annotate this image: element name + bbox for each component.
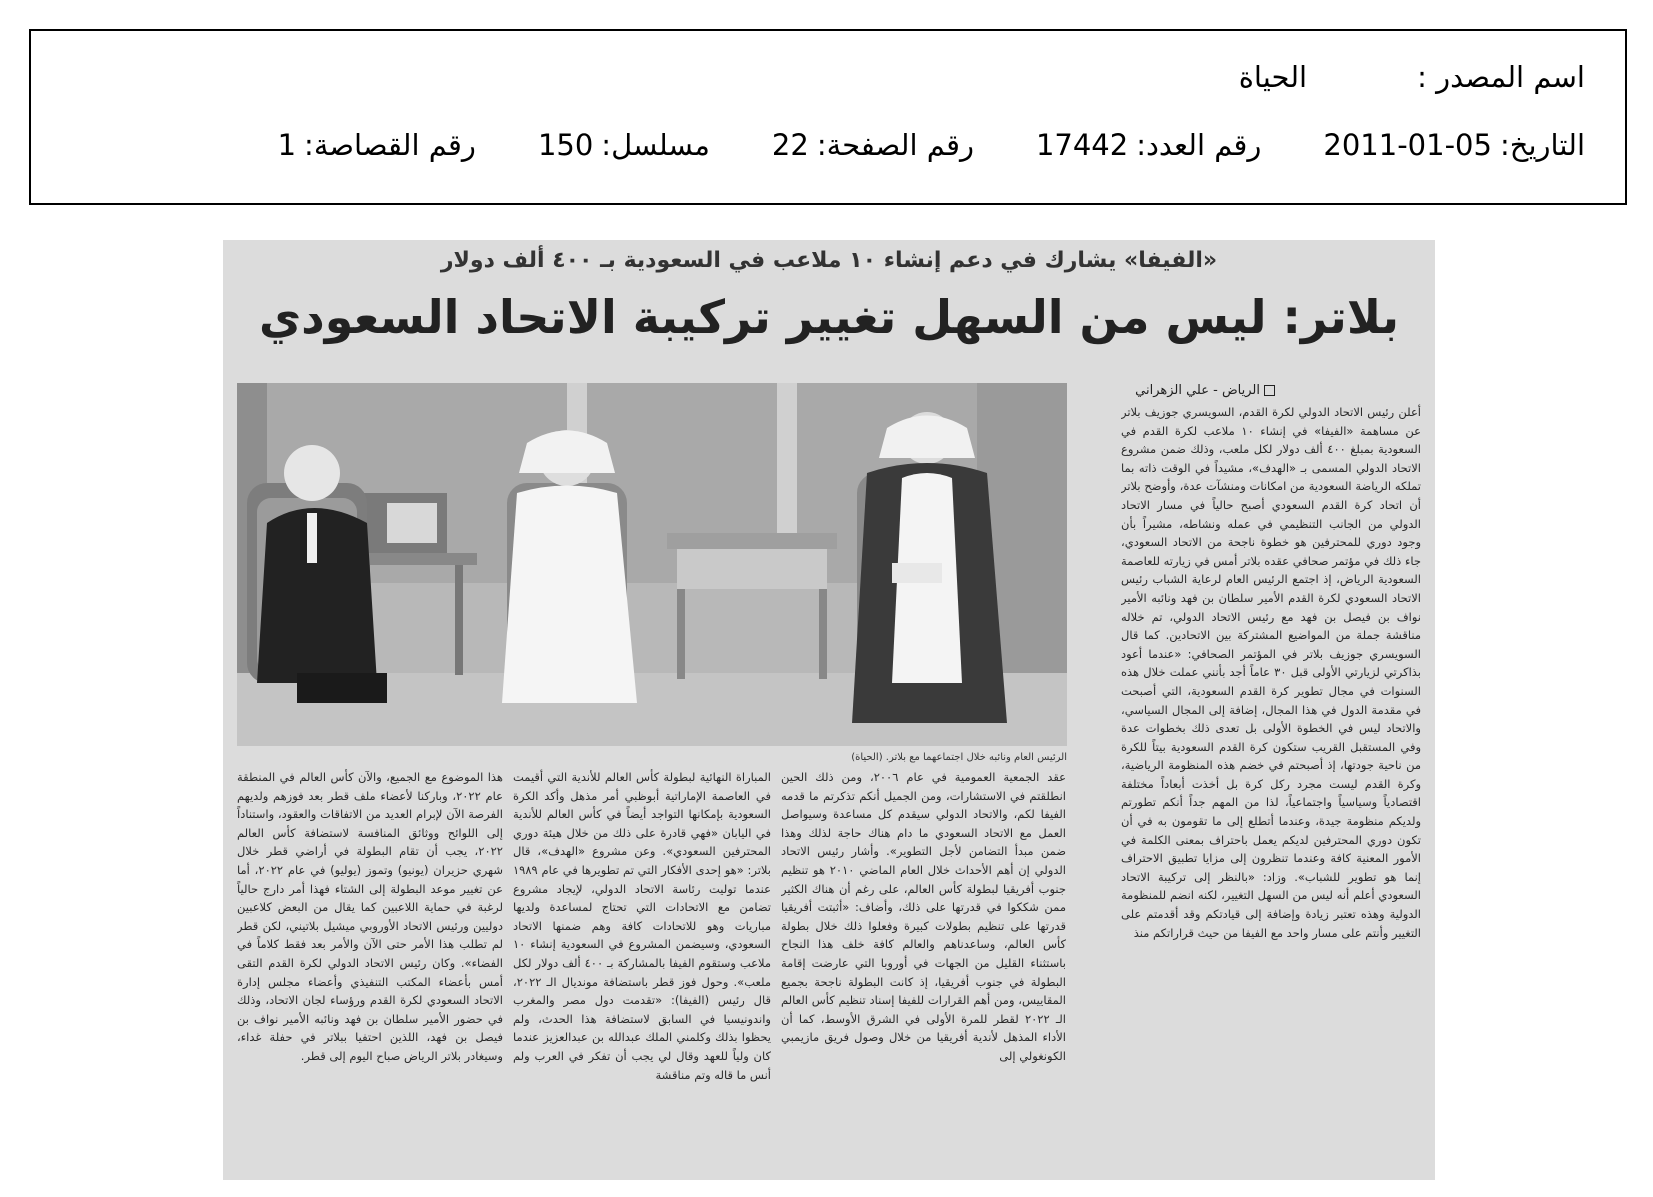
column-3-text: المباراة النهائية لبطولة كأس العالم للأندية التي أقيمت في العاصمة الإماراتية أبوظبي أمر مذهل وأكد الكرة السعودية بإمكانها التواجد أيضاً في كأس العالم للأندية في اليابان «فهي قادرة على ذلك من خلال هيئة دوري المحترفين السعودي». وعن مشروع «الهدف»، قال بلاتر: «هو إحدى الأفكار التي تم تطويرها في عام ١٩٨٩ عندما توليت رئاسة الاتحاد الدولي، لإيجاد مشروع تضامن مع الاتحادات التي تحتاج لمساعدة ولديها مباريات وهو للاتحادات كافة وهم ضمنها الاتحاد السعودي، وسيضمن المشروع في السعودية إنشاء ١٠ ملاعب وستقوم الفيفا بالمشاركة بـ ٤٠٠ ألف دولار لكل ملعب». وحول فوز قطر باستضافة مونديال الـ ٢٠٢٢، قال رئيس (الفيفا): «تقدمت دول مصر والمغرب واندونيسيا في السابق لاستضافة هذا الحدث، ولم يحظوا بذلك وكلمني الملك عبدالله بن عبدالعزيز عندما كان ولياً للعهد وقال لي يجب أن تفكر في العرب ولم أنس ما قاله وتم مناقشة: [513, 770, 771, 1082]
article-byline: [1135, 383, 1275, 398]
article-column-2: [781, 768, 1066, 1173]
issue-value: 17442: [1035, 128, 1129, 162]
source-field: [1417, 60, 1585, 94]
clip-number-value: 1: [277, 128, 297, 162]
page-field: [772, 128, 974, 162]
serial-value: 150: [537, 128, 594, 162]
article-column-3: [513, 768, 771, 1173]
article-headline: بلاتر: ليس من السهل تغيير تركيبة الاتحاد السعودي: [258, 290, 1400, 344]
column-2-text: عقد الجمعية العمومية في عام ٢٠٠٦، ومن ذلك الحين انطلقتم في الاستشارات، ومن الجميل أنكم تذكرتم ما قدمه الفيفا لكم، والاتحاد الدولي سيقدم كل مساعدة وسيواصل العمل مع الاتحاد السعودي ما دام هناك حاجة لذلك وهذا ضمن مبدأ التضامن لأجل التطوير». وأشار رئيس الاتحاد الدولي إن أهم الأحداث خلال العام الماضي ٢٠١٠ هو تنظيم جنوب أفريقيا لبطولة كأس العالم، على رغم أن هناك الكثير ممن شككوا في قدرتها على ذلك، وأضاف: «أثبتت أفريقيا قدرتها على تنظيم بطولات كبيرة وفعلوا ذلك خلال بطولة كأس العالم، وساعدناهم والعالم كافة خلف هذا النجاح باستثناء القليل من الجهات في أوروبا التي عارضت إقامة البطولة في جنوب أفريقيا، إذ كانت البطولة ناجحة بجميع المقاييس، ومن أهم القرارات للفيفا إسناد تنظيم كأس العالم الـ ٢٠٢٢ لقطر للمرة الأولى في الشرق الأوسط، كما أن الأداء المذهل لأندية أفريقيا من خلال وصول فريق مازيمبي الكونغولي إلى: [781, 770, 1066, 1063]
clip-number-label: رقم القصاصة:: [304, 128, 476, 162]
issue-field: [1036, 128, 1261, 162]
page-label: رقم الصفحة:: [816, 128, 974, 162]
details-row: [278, 123, 1585, 167]
source-row: [1239, 55, 1585, 99]
column-1-text: أعلن رئيس الاتحاد الدولي لكرة القدم، السويسري جوزيف بلاتر عن مساهمة «الفيفا» في إنشاء ١٠ ملاعب لكرة القدم في السعودية بمبلغ ٤٠٠ ألف دولار لكل ملعب، وذلك ضمن مشروع الاتحاد الدولي المسمى بـ «الهدف»، مشيداً في الوقت ذاته بما تملكه الرياضة السعودية من امكانات ومنشآت عدة، وأوضح بلاتر أن اتحاد كرة القدم السعودي أصبح حالياً في مسار الاتحاد الدولي من الجانب التنظيمي في عمله ونشاطه، مشيراً بأن وجود دوري للمحترفين هو خطوة ناجحة من الاتحاد السعودي، جاء ذلك في مؤتمر صحافي عقده بلاتر أمس في زيارته للعاصمة السعودية الرياض، إذ اجتمع الرئيس العام لرعاية الشباب رئيس الاتحاد السعودي لكرة القدم الأمير سلطان بن فهد ونائبه الأمير نواف بن فيصل بن فهد مع رئيس الاتحاد الدولي، تم خلاله مناقشة جملة من المواضيع المشتركة بين الاتحادين. كما قال السويسري جوزيف بلاتر في المؤتمر الصحافي: «عندما أعود بذاكرتي لزيارتي الأولى قبل ٣٠ عاماً أجد بأنني عملت خلال هذه السنوات في مجال تطوير كرة القدم السعودية، التي أصبحت في مقدمة الدول في هذا المجال، إضافة إلى المجال السياسي، والاتحاد ليس في الخطوة الأولى بل تعدى ذلك بخطوات عدة وفي المستقبل القريب ستكون كرة القدم السعودية بيتاً للكرة من ناحية جودتها، إذ أصبحتم في خضم هذه المنظومة الرياضية، وكرة القدم ليست مجرد ركل كرة بل أخذت أبعاداً مختلفة اقتصادياً وسياسياً واجتماعياً، لذا من المهم جداً أنكم تطورتم ولديكم منظومة جيدة، وعندما أتطلع إلى ما تقومون به في أن تكون دوري المحترفين لديكم يعمل باحتراف بمعنى الكلمة في الأمور المعنية كافة وعندما تنظرون إلى مزايا تطبيق الاحتراف إنما هو تطوير للشباب». وزاد: «بالنظر إلى تركيبة الاتحاد السعودي أعلم أنه ليس من السهل التغيير، لكنه انضم للمنظومة الدولية وهذه تعتبر زيادة وإضافة إلى قيادتكم وقد أقدمتم على التغيير وأنتم على مسار واحد مع الفيفا من حيث قراراتكم منذ: [1121, 405, 1421, 940]
clipping-info-box: [29, 29, 1627, 205]
column-4-text: هذا الموضوع مع الجميع، والآن كأس العالم في المنطقة عام ٢٠٢٢، وباركنا لأعضاء ملف قطر بعد فوزهم ولديهم الفرصة الآن لإبرام العديد من الاتفاقات والعقود، واستناداً إلى اللوائح ووثائق المنافسة لاستضافة كأس العالم ٢٠٢٢، يجب أن تقام البطولة في أراضي قطر خلال شهري حزيران (يونيو) وتموز (يوليو) في عام ٢٠٢٢، أما عن تغيير موعد البطولة إلى الشتاء فهذا أمر دارج حالياً لرغبة في حماية اللاعبين كما يقال من البعض كلاعبين دوليين ورئيس الاتحاد الأوروبي ميشيل بلاتيني، لكن قطر لم تطلب هذا الأمر حتى الآن والأمر بعد فقط كلاماً في الفضاء». وكان رئيس الاتحاد الدولي لكرة القدم التقى أمس بأعضاء المكتب التنفيذي وأعضاء مجلس إدارة الاتحاد السعودي لكرة القدم ورؤساء لجان الاتحاد، وذلك في حضور الأمير سلطان بن فهد ونائبه الأمير نواف بن فيصل بن فهد، اللذين احتفيا ببلاتر في حفلة غداء، وسيغادر بلاتر الرياض صباح اليوم إلى قطر.: [237, 770, 503, 1063]
date-value: 2011-01-05: [1323, 128, 1492, 162]
article-kicker: «الفيفا» يشارك في دعم إنشاء ١٠ ملاعب في السعودية بـ ٤٠٠ ألف دولار: [440, 248, 1218, 273]
source-name: الحياة: [1238, 60, 1308, 94]
serial-field: [538, 128, 710, 162]
byline-text: الرياض - علي الزهراني: [1135, 383, 1260, 398]
photo-caption: الرئيس العام ونائبه خلال اجتماعهما مع بلاتر. (الحياة): [851, 752, 1067, 763]
date-label: التاريخ:: [1499, 128, 1585, 162]
byline-square-icon: [1264, 385, 1275, 396]
article-column-1: [1121, 403, 1421, 1173]
source-label: اسم المصدر :: [1417, 60, 1585, 94]
article-photo: [237, 383, 1067, 746]
clip-number-field: [278, 128, 476, 162]
meeting-photo-image: [237, 383, 1067, 746]
issue-label: رقم العدد:: [1136, 128, 1262, 162]
page-value: 22: [771, 128, 809, 162]
date-field: [1323, 128, 1585, 162]
article-column-4: [237, 768, 503, 1173]
serial-label: مسلسل:: [601, 128, 710, 162]
newspaper-clipping: [223, 240, 1435, 1180]
